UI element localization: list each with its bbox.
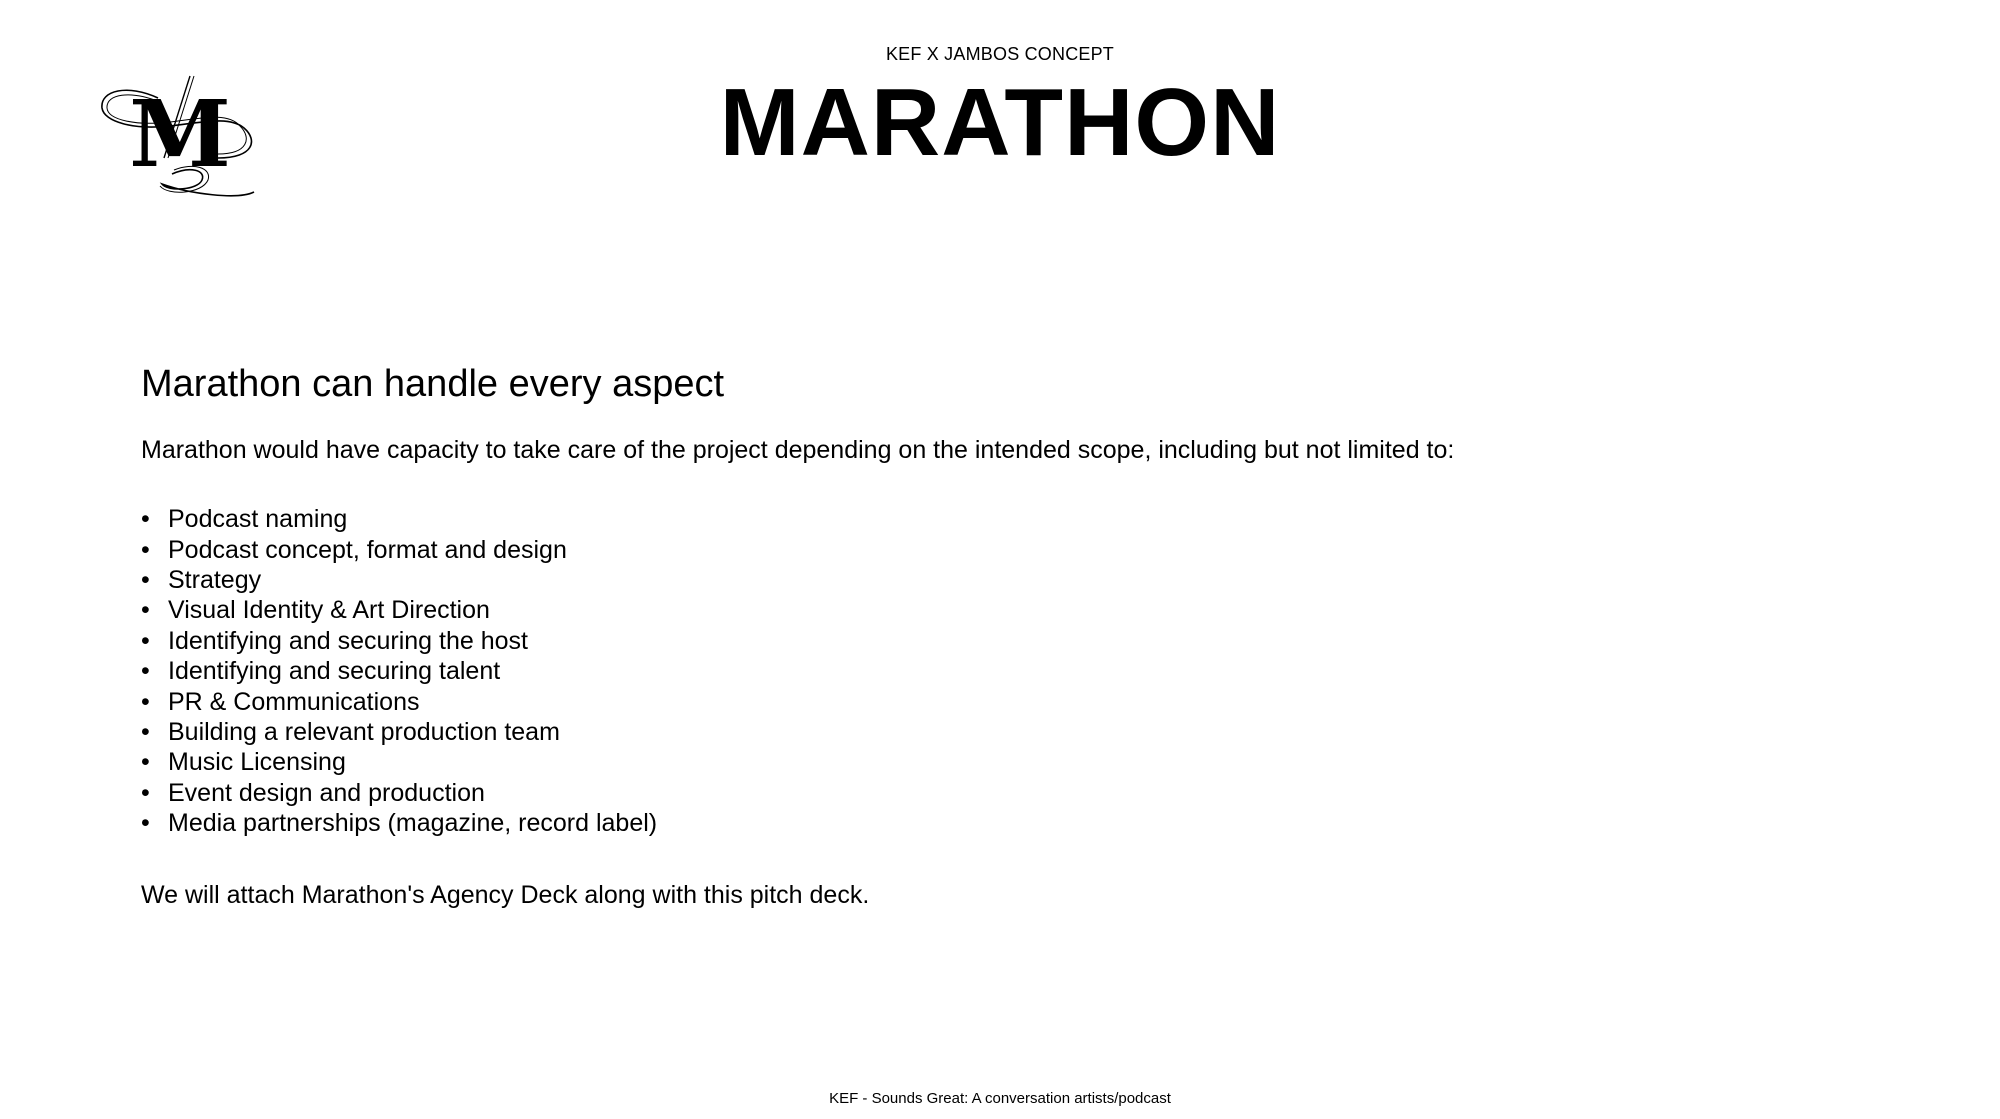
list-item: • Podcast concept, format and design — [141, 535, 1841, 565]
list-item: • Podcast naming — [141, 504, 1841, 534]
list-item: • Event design and production — [141, 778, 1841, 808]
list-item: • Identifying and securing the host — [141, 626, 1841, 656]
list-item: • Media partnerships (magazine, record label) — [141, 808, 1841, 838]
section-heading: Marathon can handle every aspect — [141, 363, 725, 405]
list-item: • PR & Communications — [141, 687, 1841, 717]
list-item: • Strategy — [141, 565, 1841, 595]
main-content — [141, 362, 1841, 911]
list-item: • Identifying and securing talent — [141, 656, 1841, 686]
list-item: • Visual Identity & Art Direction — [141, 595, 1841, 625]
list-item: • Music Licensing — [141, 747, 1841, 777]
closing-paragraph: We will attach Marathon's Agency Deck along with this pitch deck. — [141, 880, 870, 909]
footer-caption: KEF - Sounds Great: A conversation artists/podcast — [829, 1090, 1171, 1107]
concept-label: KEF X JAMBOS CONCEPT — [885, 44, 1115, 64]
svg-text:M: M — [129, 80, 231, 188]
page-title: MARATHON — [719, 69, 1281, 176]
list-item: • Building a relevant production team — [141, 717, 1841, 747]
intro-paragraph: Marathon would have capacity to take care of the project depending on the intended scope, including but not limited to: — [141, 435, 1455, 464]
service-list — [141, 504, 1841, 838]
